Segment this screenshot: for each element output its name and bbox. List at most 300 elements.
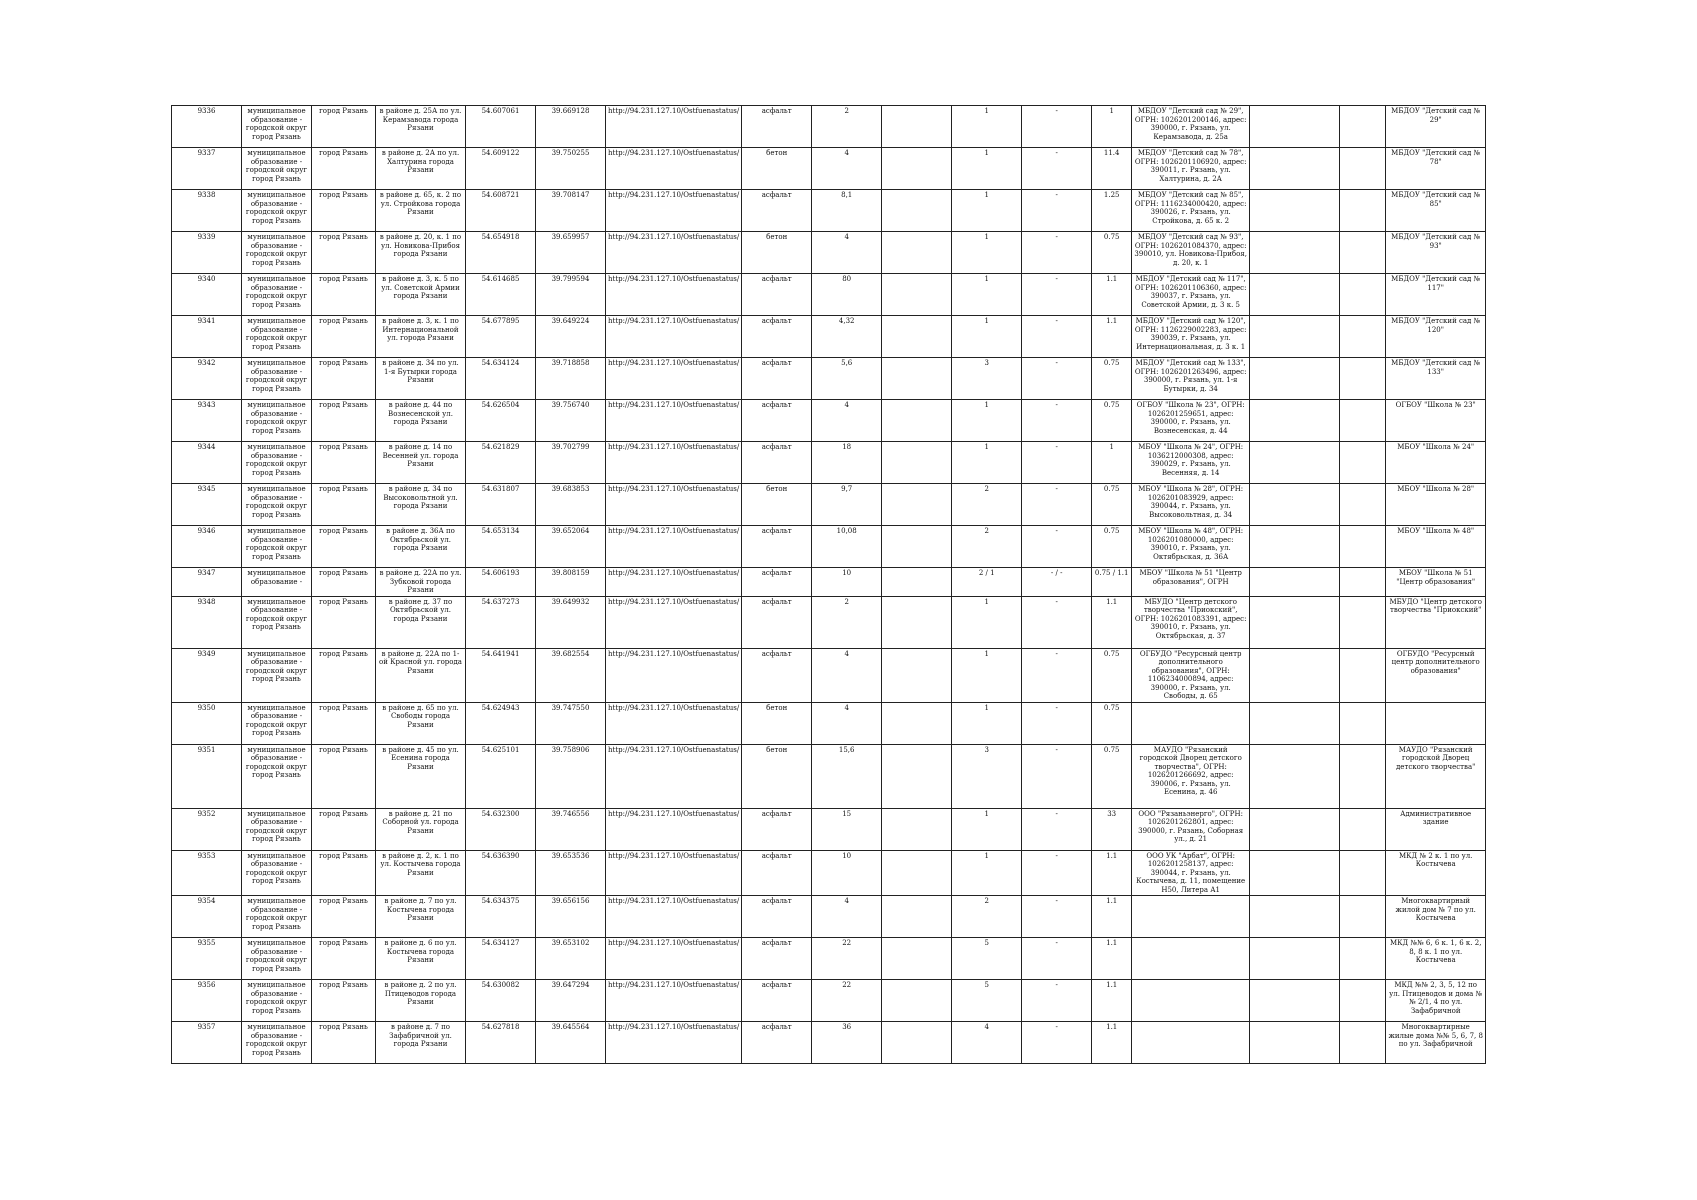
cell-lon: 39.718858 xyxy=(536,358,606,400)
cell-lat: 54.624943 xyxy=(466,702,536,744)
cell-volume: 1.1 xyxy=(1092,596,1132,648)
cell-c9 xyxy=(882,896,952,938)
cell-num: 9339 xyxy=(172,232,242,274)
cell-c14 xyxy=(1250,1022,1340,1064)
cell-area: 2 xyxy=(812,596,882,648)
cell-lat: 54.608721 xyxy=(466,190,536,232)
cell-volume: 0.75 xyxy=(1092,648,1132,702)
cell-municipality: муниципальное образование - городской округ город Рязань xyxy=(242,850,312,896)
cell-c15 xyxy=(1340,316,1386,358)
cell-c14 xyxy=(1250,442,1340,484)
cell-c11: - / - xyxy=(1022,568,1092,597)
cell-surface: асфальт xyxy=(742,596,812,648)
cell-lat: 54.634127 xyxy=(466,938,536,980)
cell-surface: асфальт xyxy=(742,850,812,896)
cell-lat: 54.636390 xyxy=(466,850,536,896)
cell-source: МБДОУ "Детский сад № 29" xyxy=(1386,106,1486,148)
cell-location: в районе д. 65, к. 2 по ул. Стройкова города Рязани xyxy=(376,190,466,232)
cell-c11: - xyxy=(1022,484,1092,526)
cell-surface: асфальт xyxy=(742,896,812,938)
cell-source: МБОУ "Школа № 48" xyxy=(1386,526,1486,568)
cell-volume: 1.1 xyxy=(1092,938,1132,980)
cell-c14 xyxy=(1250,316,1340,358)
cell-num: 9357 xyxy=(172,1022,242,1064)
cell-num: 9354 xyxy=(172,896,242,938)
cell-municipality: муниципальное образование - городской округ город Рязань xyxy=(242,358,312,400)
cell-c15 xyxy=(1340,568,1386,597)
cell-volume: 0.75 xyxy=(1092,232,1132,274)
cell-source: МБДОУ "Детский сад № 120" xyxy=(1386,316,1486,358)
cell-containers: 5 xyxy=(952,980,1022,1022)
cell-containers: 1 xyxy=(952,106,1022,148)
table-row xyxy=(172,316,1486,358)
cell-c11: - xyxy=(1022,896,1092,938)
cell-surface: асфальт xyxy=(742,106,812,148)
cell-c14 xyxy=(1250,648,1340,702)
cell-lon: 39.682554 xyxy=(536,648,606,702)
cell-surface: бетон xyxy=(742,744,812,808)
cell-lon: 39.702799 xyxy=(536,442,606,484)
cell-area: 18 xyxy=(812,442,882,484)
cell-lat: 54.621829 xyxy=(466,442,536,484)
cell-source: МБОУ "Школа № 51 "Центр образования" xyxy=(1386,568,1486,597)
cell-source: ОГБУДО "Ресурсный центр дополнительного образования" xyxy=(1386,648,1486,702)
cell-containers: 1 xyxy=(952,850,1022,896)
cell-location: в районе д. 2 по ул. Птицеводов города Рязани xyxy=(376,980,466,1022)
cell-lat: 54.634124 xyxy=(466,358,536,400)
cell-c14 xyxy=(1250,702,1340,744)
cell-lon: 39.758906 xyxy=(536,744,606,808)
registry-table xyxy=(171,105,1486,1064)
cell-c14 xyxy=(1250,526,1340,568)
cell-c15 xyxy=(1340,596,1386,648)
cell-lat: 54.631807 xyxy=(466,484,536,526)
cell-num: 9350 xyxy=(172,702,242,744)
cell-owner: ОГБУДО "Ресурсный центр дополнительного образования", ОГРН: 1106234000894, адрес: 390000, г. Рязань, ул. Свободы, д. 65 xyxy=(1132,648,1250,702)
cell-owner: МБДОУ "Детский сад № 78", ОГРН: 1026201106920, адрес: 390011, г. Рязань, ул. Халтурина, д. 2А xyxy=(1132,148,1250,190)
cell-owner: МБОУ "Школа № 51 "Центр образования", ОГРН xyxy=(1132,568,1250,597)
cell-volume: 33 xyxy=(1092,808,1132,850)
cell-c11: - xyxy=(1022,596,1092,648)
cell-source: МБДОУ "Детский сад № 93" xyxy=(1386,232,1486,274)
cell-lon: 39.669128 xyxy=(536,106,606,148)
cell-municipality: муниципальное образование - xyxy=(242,568,312,597)
cell-c9 xyxy=(882,568,952,597)
cell-city: город Рязань xyxy=(312,232,376,274)
cell-surface: асфальт xyxy=(742,400,812,442)
cell-location: в районе д. 7 по ул. Костычева города Рязани xyxy=(376,896,466,938)
cell-lat: 54.627818 xyxy=(466,1022,536,1064)
cell-num: 9336 xyxy=(172,106,242,148)
cell-c14 xyxy=(1250,274,1340,316)
cell-source: МКД №№ 2, 3, 5, 12 по ул. Птицеводов и дома №№ 2/1, 4 по ул. Зафабричной xyxy=(1386,980,1486,1022)
cell-link: http://94.231.127.10/Ostfuenastatus/ xyxy=(606,938,742,980)
cell-municipality: муниципальное образование - городской округ город Рязань xyxy=(242,232,312,274)
cell-c15 xyxy=(1340,484,1386,526)
cell-link: http://94.231.127.10/Ostfuenastatus/ xyxy=(606,850,742,896)
cell-c9 xyxy=(882,1022,952,1064)
cell-c14 xyxy=(1250,808,1340,850)
cell-municipality: муниципальное образование - городской округ город Рязань xyxy=(242,106,312,148)
cell-city: город Рязань xyxy=(312,648,376,702)
cell-c9 xyxy=(882,980,952,1022)
cell-volume: 0.75 / 1.1 xyxy=(1092,568,1132,597)
cell-city: город Рязань xyxy=(312,938,376,980)
table-row xyxy=(172,106,1486,148)
cell-c15 xyxy=(1340,938,1386,980)
cell-city: город Рязань xyxy=(312,190,376,232)
cell-area: 5,6 xyxy=(812,358,882,400)
cell-c11: - xyxy=(1022,850,1092,896)
cell-owner: МБДОУ "Детский сад № 93", ОГРН: 1026201084370, адрес: 390010, ул. Новикова-Прибоя, д. 20, к. 1 xyxy=(1132,232,1250,274)
cell-containers: 1 xyxy=(952,316,1022,358)
cell-c9 xyxy=(882,316,952,358)
cell-c11: - xyxy=(1022,648,1092,702)
cell-containers: 1 xyxy=(952,274,1022,316)
cell-link: http://94.231.127.10/Ostfuenastatus/ xyxy=(606,442,742,484)
cell-source: Административное здание xyxy=(1386,808,1486,850)
cell-city: город Рязань xyxy=(312,896,376,938)
table-row xyxy=(172,938,1486,980)
cell-volume: 1.1 xyxy=(1092,1022,1132,1064)
cell-lon: 39.649932 xyxy=(536,596,606,648)
table-row xyxy=(172,400,1486,442)
cell-city: город Рязань xyxy=(312,316,376,358)
cell-link: http://94.231.127.10/Ostfuenastatus/ xyxy=(606,274,742,316)
cell-location: в районе д. 6 по ул. Костычева города Рязани xyxy=(376,938,466,980)
cell-municipality: муниципальное образование - городской округ город Рязань xyxy=(242,744,312,808)
cell-num: 9346 xyxy=(172,526,242,568)
cell-owner xyxy=(1132,896,1250,938)
cell-c15 xyxy=(1340,232,1386,274)
cell-lat: 54.606193 xyxy=(466,568,536,597)
cell-c15 xyxy=(1340,980,1386,1022)
cell-containers: 1 xyxy=(952,596,1022,648)
cell-c9 xyxy=(882,190,952,232)
cell-c15 xyxy=(1340,190,1386,232)
cell-c11: - xyxy=(1022,980,1092,1022)
cell-volume: 1 xyxy=(1092,442,1132,484)
table-row xyxy=(172,526,1486,568)
table-row xyxy=(172,896,1486,938)
cell-c11: - xyxy=(1022,702,1092,744)
cell-c9 xyxy=(882,274,952,316)
cell-owner: МБДОУ "Детский сад № 117", ОГРН: 1026201106360, адрес: 390037, г. Рязань, ул. Советской Армии, д. 3 к. 5 xyxy=(1132,274,1250,316)
cell-area: 4 xyxy=(812,648,882,702)
cell-c15 xyxy=(1340,1022,1386,1064)
cell-surface: бетон xyxy=(742,702,812,744)
cell-link: http://94.231.127.10/Ostfuenastatus/ xyxy=(606,358,742,400)
cell-c9 xyxy=(882,232,952,274)
cell-lat: 54.630082 xyxy=(466,980,536,1022)
cell-location: в районе д. 22А по ул. Зубковой города Рязани xyxy=(376,568,466,597)
cell-source: МБДОУ "Детский сад № 133" xyxy=(1386,358,1486,400)
cell-c14 xyxy=(1250,980,1340,1022)
cell-lon: 39.659957 xyxy=(536,232,606,274)
cell-area: 80 xyxy=(812,274,882,316)
cell-c15 xyxy=(1340,808,1386,850)
cell-c11: - xyxy=(1022,316,1092,358)
cell-location: в районе д. 3, к. 5 по ул. Советской Армии города Рязани xyxy=(376,274,466,316)
cell-location: в районе д. 22А по 1-ой Красной ул. города Рязани xyxy=(376,648,466,702)
cell-c11: - xyxy=(1022,744,1092,808)
cell-lat: 54.634375 xyxy=(466,896,536,938)
cell-c14 xyxy=(1250,596,1340,648)
cell-location: в районе д. 2А по ул. Халтурина города Рязани xyxy=(376,148,466,190)
cell-lon: 39.653102 xyxy=(536,938,606,980)
cell-lon: 39.652064 xyxy=(536,526,606,568)
table-row xyxy=(172,980,1486,1022)
cell-num: 9355 xyxy=(172,938,242,980)
cell-c11: - xyxy=(1022,526,1092,568)
cell-c9 xyxy=(882,702,952,744)
cell-containers: 4 xyxy=(952,1022,1022,1064)
cell-surface: асфальт xyxy=(742,190,812,232)
cell-location: в районе д. 21 по Соборной ул. города Рязани xyxy=(376,808,466,850)
cell-c14 xyxy=(1250,744,1340,808)
cell-area: 2 xyxy=(812,106,882,148)
cell-municipality: муниципальное образование - городской округ город Рязань xyxy=(242,808,312,850)
cell-city: город Рязань xyxy=(312,358,376,400)
cell-location: в районе д. 34 по ул. 1-я Бутырки города Рязани xyxy=(376,358,466,400)
cell-link: http://94.231.127.10/Ostfuenastatus/ xyxy=(606,596,742,648)
cell-c15 xyxy=(1340,274,1386,316)
cell-volume: 1.25 xyxy=(1092,190,1132,232)
cell-owner: ООО УК "Арбат", ОГРН: 1026201258137, адрес: 390044, г. Рязань, ул. Костычева, д. 11, помещение Н50, Литера А1 xyxy=(1132,850,1250,896)
table-row xyxy=(172,648,1486,702)
cell-c9 xyxy=(882,938,952,980)
cell-municipality: муниципальное образование - городской округ город Рязань xyxy=(242,316,312,358)
cell-num: 9347 xyxy=(172,568,242,597)
cell-c15 xyxy=(1340,744,1386,808)
table-row xyxy=(172,232,1486,274)
cell-link: http://94.231.127.10/Ostfuenastatus/ xyxy=(606,106,742,148)
cell-surface: асфальт xyxy=(742,568,812,597)
cell-containers: 2 xyxy=(952,484,1022,526)
cell-city: город Рязань xyxy=(312,400,376,442)
cell-link: http://94.231.127.10/Ostfuenastatus/ xyxy=(606,896,742,938)
cell-area: 4 xyxy=(812,148,882,190)
cell-lon: 39.653536 xyxy=(536,850,606,896)
cell-municipality: муниципальное образование - городской округ город Рязань xyxy=(242,702,312,744)
cell-owner: МБДОУ "Детский сад № 29", ОГРН: 1026201200146, адрес: 390000, г. Рязань, ул. Керамзавода, д. 25а xyxy=(1132,106,1250,148)
cell-source: МКД №№ 6, 6 к. 1, 6 к. 2, 8, 8 к. 1 по ул. Костычева xyxy=(1386,938,1486,980)
cell-lon: 39.747550 xyxy=(536,702,606,744)
cell-location: в районе д. 37 по Октябрьской ул. города Рязани xyxy=(376,596,466,648)
cell-municipality: муниципальное образование - городской округ город Рязань xyxy=(242,484,312,526)
cell-lon: 39.808159 xyxy=(536,568,606,597)
cell-volume: 11.4 xyxy=(1092,148,1132,190)
cell-owner: МБОУ "Школа № 28", ОГРН: 1026201083929, адрес: 390044, г. Рязань, ул. Высоковольтная, д. 34 xyxy=(1132,484,1250,526)
cell-link: http://94.231.127.10/Ostfuenastatus/ xyxy=(606,808,742,850)
cell-owner: МБДОУ "Детский сад № 120", ОГРН: 1126229002283, адрес: 390039, г. Рязань, ул. Интернациональная, д. 3 к. 1 xyxy=(1132,316,1250,358)
cell-c15 xyxy=(1340,526,1386,568)
cell-area: 10,08 xyxy=(812,526,882,568)
cell-containers: 2 xyxy=(952,896,1022,938)
cell-c15 xyxy=(1340,896,1386,938)
cell-city: город Рязань xyxy=(312,596,376,648)
cell-municipality: муниципальное образование - городской округ город Рязань xyxy=(242,1022,312,1064)
cell-area: 4 xyxy=(812,896,882,938)
cell-num: 9353 xyxy=(172,850,242,896)
cell-source: МАУДО "Рязанский городской Дворец детского творчества" xyxy=(1386,744,1486,808)
cell-c14 xyxy=(1250,938,1340,980)
cell-c15 xyxy=(1340,442,1386,484)
table-row xyxy=(172,744,1486,808)
cell-num: 9344 xyxy=(172,442,242,484)
cell-c14 xyxy=(1250,568,1340,597)
cell-c11: - xyxy=(1022,358,1092,400)
cell-volume: 0.75 xyxy=(1092,358,1132,400)
cell-lon: 39.645564 xyxy=(536,1022,606,1064)
cell-num: 9356 xyxy=(172,980,242,1022)
cell-municipality: муниципальное образование - городской округ город Рязань xyxy=(242,148,312,190)
cell-location: в районе д. 14 по Весенней ул. города Рязани xyxy=(376,442,466,484)
cell-lon: 39.647294 xyxy=(536,980,606,1022)
cell-lat: 54.641941 xyxy=(466,648,536,702)
cell-owner xyxy=(1132,938,1250,980)
cell-link: http://94.231.127.10/Ostfuenastatus/ xyxy=(606,484,742,526)
table-row xyxy=(172,1022,1486,1064)
cell-location: в районе д. 2, к. 1 по ул. Костычева города Рязани xyxy=(376,850,466,896)
cell-area: 4,32 xyxy=(812,316,882,358)
cell-containers: 2 xyxy=(952,526,1022,568)
cell-owner xyxy=(1132,1022,1250,1064)
cell-source: МБДОУ "Детский сад № 117" xyxy=(1386,274,1486,316)
cell-location: в районе д. 3, к. 1 по Интернациональной ул. города Рязани xyxy=(376,316,466,358)
cell-c14 xyxy=(1250,106,1340,148)
cell-owner: МБОУ "Школа № 48", ОГРН: 1026201080000, адрес: 390010, г. Рязань, ул. Октябрьская, д. 36А xyxy=(1132,526,1250,568)
cell-city: город Рязань xyxy=(312,274,376,316)
cell-source: МБДОУ "Детский сад № 85" xyxy=(1386,190,1486,232)
cell-volume: 1.1 xyxy=(1092,274,1132,316)
cell-containers: 1 xyxy=(952,232,1022,274)
cell-lat: 54.654918 xyxy=(466,232,536,274)
cell-surface: бетон xyxy=(742,484,812,526)
cell-volume: 0.75 xyxy=(1092,526,1132,568)
cell-city: город Рязань xyxy=(312,1022,376,1064)
cell-c9 xyxy=(882,400,952,442)
cell-source: МКД № 2 к. 1 по ул. Костычева xyxy=(1386,850,1486,896)
cell-link: http://94.231.127.10/Ostfuenastatus/ xyxy=(606,744,742,808)
cell-location: в районе д. 44 по Вознесенской ул. города Рязани xyxy=(376,400,466,442)
cell-area: 10 xyxy=(812,568,882,597)
cell-lon: 39.750255 xyxy=(536,148,606,190)
table-row xyxy=(172,274,1486,316)
cell-num: 9338 xyxy=(172,190,242,232)
cell-num: 9341 xyxy=(172,316,242,358)
cell-lat: 54.626504 xyxy=(466,400,536,442)
cell-c15 xyxy=(1340,648,1386,702)
cell-num: 9337 xyxy=(172,148,242,190)
cell-lat: 54.653134 xyxy=(466,526,536,568)
cell-containers: 3 xyxy=(952,358,1022,400)
cell-volume: 1.1 xyxy=(1092,316,1132,358)
cell-municipality: муниципальное образование - городской округ город Рязань xyxy=(242,980,312,1022)
cell-surface: асфальт xyxy=(742,316,812,358)
cell-c15 xyxy=(1340,850,1386,896)
cell-link: http://94.231.127.10/Ostfuenastatus/ xyxy=(606,190,742,232)
cell-containers: 3 xyxy=(952,744,1022,808)
cell-containers: 1 xyxy=(952,702,1022,744)
cell-c15 xyxy=(1340,400,1386,442)
cell-owner: МБОУ "Школа № 24", ОГРН: 1036212000308, адрес: 390029, г. Рязань, ул. Весенняя, д. 14 xyxy=(1132,442,1250,484)
cell-source: МБУДО "Центр детского творчества "Приокский" xyxy=(1386,596,1486,648)
table-row xyxy=(172,808,1486,850)
cell-surface: асфальт xyxy=(742,274,812,316)
cell-containers: 1 xyxy=(952,648,1022,702)
cell-area: 36 xyxy=(812,1022,882,1064)
cell-c11: - xyxy=(1022,400,1092,442)
cell-num: 9343 xyxy=(172,400,242,442)
cell-volume: 0.75 xyxy=(1092,744,1132,808)
cell-containers: 5 xyxy=(952,938,1022,980)
cell-link: http://94.231.127.10/Ostfuenastatus/ xyxy=(606,980,742,1022)
cell-c14 xyxy=(1250,190,1340,232)
cell-link: http://94.231.127.10/Ostfuenastatus/ xyxy=(606,702,742,744)
cell-city: город Рязань xyxy=(312,808,376,850)
cell-owner xyxy=(1132,702,1250,744)
table-row xyxy=(172,442,1486,484)
cell-link: http://94.231.127.10/Ostfuenastatus/ xyxy=(606,148,742,190)
cell-lat: 54.677895 xyxy=(466,316,536,358)
cell-surface: бетон xyxy=(742,148,812,190)
cell-municipality: муниципальное образование - городской округ город Рязань xyxy=(242,896,312,938)
cell-c9 xyxy=(882,808,952,850)
cell-surface: асфальт xyxy=(742,442,812,484)
cell-city: город Рязань xyxy=(312,850,376,896)
cell-city: город Рязань xyxy=(312,484,376,526)
cell-link: http://94.231.127.10/Ostfuenastatus/ xyxy=(606,526,742,568)
cell-city: город Рязань xyxy=(312,148,376,190)
cell-c11: - xyxy=(1022,442,1092,484)
cell-source: Многоквартирный жилой дом № 7 по ул. Костычева xyxy=(1386,896,1486,938)
cell-municipality: муниципальное образование - городской округ город Рязань xyxy=(242,274,312,316)
cell-surface: асфальт xyxy=(742,648,812,702)
cell-num: 9345 xyxy=(172,484,242,526)
cell-c9 xyxy=(882,526,952,568)
cell-surface: асфальт xyxy=(742,358,812,400)
cell-owner: ООО "Рязаньэнерго", ОГРН: 1026201262801, адрес: 390000, г. Рязань, Соборная ул., д. 21 xyxy=(1132,808,1250,850)
cell-municipality: муниципальное образование - городской округ город Рязань xyxy=(242,400,312,442)
cell-c14 xyxy=(1250,896,1340,938)
cell-municipality: муниципальное образование - городской округ город Рязань xyxy=(242,526,312,568)
cell-location: в районе д. 36А по Октябрьской ул. города Рязани xyxy=(376,526,466,568)
cell-c15 xyxy=(1340,358,1386,400)
cell-num: 9349 xyxy=(172,648,242,702)
cell-area: 4 xyxy=(812,400,882,442)
cell-num: 9351 xyxy=(172,744,242,808)
cell-c9 xyxy=(882,358,952,400)
cell-location: в районе д. 65 по ул. Свободы города Рязани xyxy=(376,702,466,744)
cell-lon: 39.656156 xyxy=(536,896,606,938)
cell-c9 xyxy=(882,484,952,526)
cell-source: МБОУ "Школа № 24" xyxy=(1386,442,1486,484)
cell-source: ОГБОУ "Школа № 23" xyxy=(1386,400,1486,442)
cell-source: МБДОУ "Детский сад № 78" xyxy=(1386,148,1486,190)
cell-surface: асфальт xyxy=(742,938,812,980)
cell-num: 9342 xyxy=(172,358,242,400)
cell-municipality: муниципальное образование - городской округ город Рязань xyxy=(242,938,312,980)
table-body xyxy=(172,106,1486,1064)
cell-municipality: муниципальное образование - городской округ город Рязань xyxy=(242,442,312,484)
cell-link: http://94.231.127.10/Ostfuenastatus/ xyxy=(606,648,742,702)
cell-owner: МБДОУ "Детский сад № 85", ОГРН: 1116234000420, адрес: 390026, г. Рязань, ул. Стройкова, д. 65 к. 2 xyxy=(1132,190,1250,232)
cell-c11: - xyxy=(1022,808,1092,850)
cell-area: 22 xyxy=(812,980,882,1022)
cell-link: http://94.231.127.10/Ostfuenastatus/ xyxy=(606,400,742,442)
cell-volume: 1.1 xyxy=(1092,850,1132,896)
